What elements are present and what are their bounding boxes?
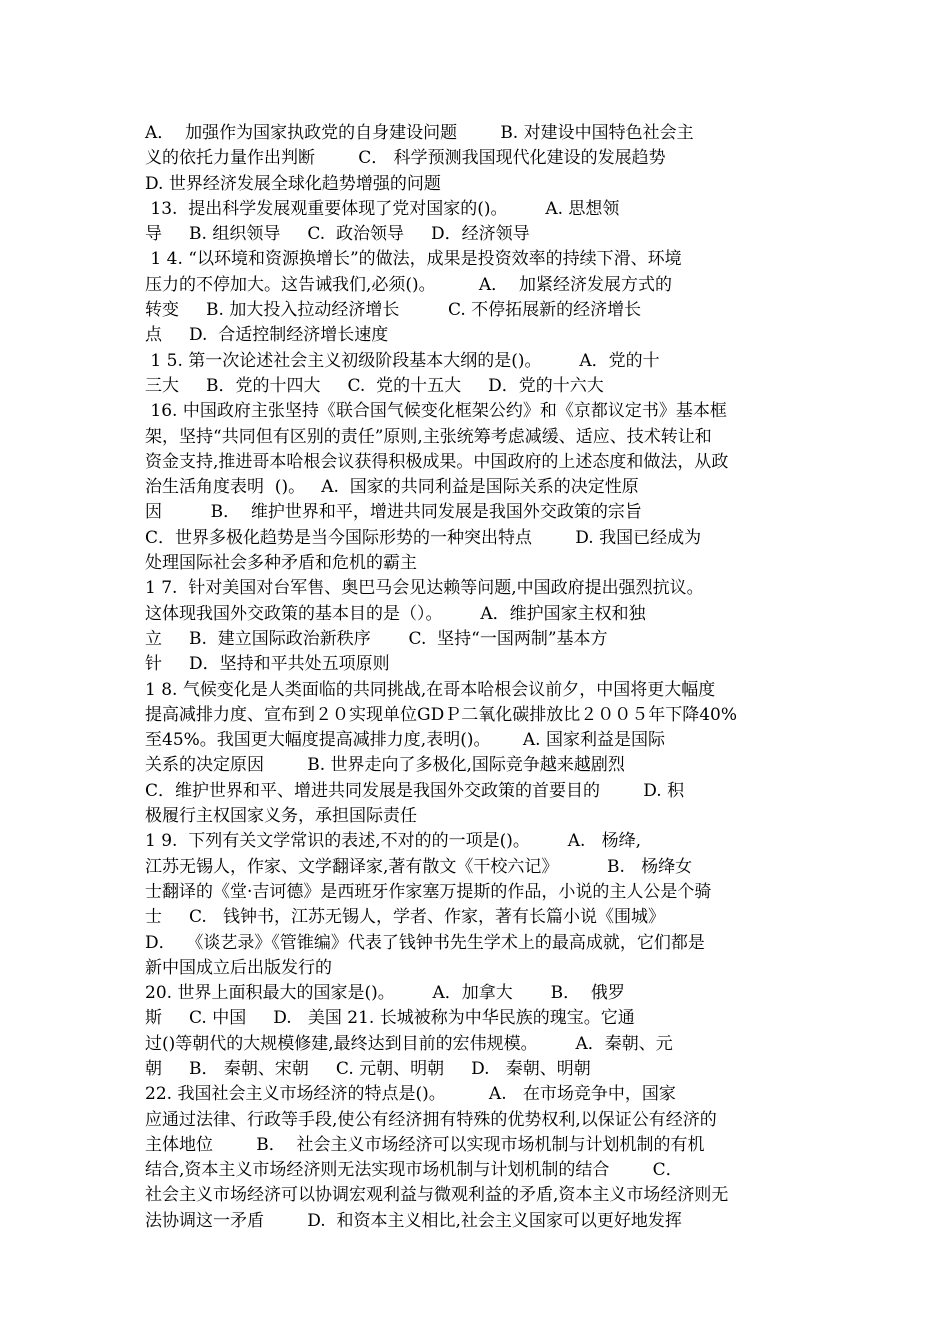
text-line: 立 B. 建立国际政治新秩序 C. 坚持“一国两制”基本方 bbox=[145, 628, 608, 649]
text-line: 13. 提出科学发展观重要体现了党对国家的()。 A. 思想领 bbox=[145, 198, 620, 219]
text-line: 提高减排力度、宣布到２０实现单位GDＰ二氧化碳排放比２００５年下降40% bbox=[145, 704, 737, 725]
text-line: 朝 B． 秦朝、宋朝 C. 元朝、明朝 D. 秦朝、明朝 bbox=[145, 1058, 591, 1079]
text-line: 士翻译的《堂·吉诃德》是西班牙作家塞万提斯的作品，小说的主人公是个骑 bbox=[145, 881, 712, 902]
text-line: 义的依托力量作出判断 C． 科学预测我国现代化建设的发展趋势 bbox=[145, 148, 666, 169]
text-line: 斯 C. 中国 D. 美国 21. 长城被称为中华民族的瑰宝。它通 bbox=[145, 1008, 635, 1029]
text-line: 主体地位 B． 社会主义市场经济可以实现市场机制与计划机制的有机 bbox=[145, 1134, 705, 1155]
text-line: 20. 世界上面积最大的国家是()。 A．加拿大 B． 俄罗 bbox=[145, 983, 625, 1004]
text-line: D． 《谈艺录》《管锥编》代表了钱钟书先生学术上的最高成就，它们都是 bbox=[145, 932, 705, 953]
text-line: 法协调这一矛盾 D. 和资本主义相比,社会主义国家可以更好地发挥 bbox=[145, 1210, 682, 1231]
text-line: 士 C. 钱钟书，江苏无锡人，学者、作家，著有长篇小说《围城》 bbox=[145, 907, 666, 928]
text-line: 压力的不停加大。这告诫我们,必须()。 A． 加紧经济发展方式的 bbox=[145, 274, 672, 295]
text-line: 16. 中国政府主张坚持《联合国气候变化框架公约》和《京都议定书》基本框 bbox=[145, 401, 727, 422]
text-line: C．维护世界和平、增进共同发展是我国外交政策的首要目的 D. 积 bbox=[145, 780, 685, 801]
text-line: 应通过法律、行政等手段,使公有经济拥有特殊的优势权利,以保证公有经济的 bbox=[145, 1109, 717, 1130]
text-line: 资金支持,推进哥本哈根会议获得积极成果。中国政府的上述态度和做法，从政 bbox=[145, 451, 729, 472]
text-line: 江苏无锡人，作家、文学翻译家,著有散文《干校六记》 B. 杨绛女 bbox=[145, 856, 693, 877]
text-line: 极履行主权国家义务，承担国际责任 bbox=[145, 806, 417, 827]
text-line: 22. 我国社会主义市场经济的特点是()。 A. 在市场竞争中，国家 bbox=[145, 1084, 676, 1105]
text-line: A． 加强作为国家执政党的自身建设问题 B. 对建设中国特色社会主 bbox=[145, 123, 694, 143]
text-line: 1 8. 气候变化是人类面临的共同挑战,在哥本哈根会议前夕，中国将更大幅度 bbox=[145, 679, 716, 700]
text-line: 点 D. 合适控制经济增长速度 bbox=[145, 325, 389, 346]
text-line: D. 世界经济发展全球化趋势增强的问题 bbox=[145, 173, 441, 194]
text-line: 1 5. 第一次论述社会主义初级阶段基本大纲的是()。 A．党的十 bbox=[145, 350, 660, 371]
text-line: 因 B． 维护世界和平，增进共同发展是我国外交政策的宗旨 bbox=[145, 502, 642, 523]
text-line: 结合,资本主义市场经济则无法实现市场机制与计划机制的结合 C． bbox=[145, 1160, 683, 1181]
question-text-block bbox=[145, 121, 810, 1234]
text-line: 治生活角度表明 ()。 A. 国家的共同利益是国际关系的决定性原 bbox=[145, 477, 639, 498]
text-line: 导 B. 组织领导 C. 政治领导 D．经济领导 bbox=[145, 224, 530, 245]
text-line: 1 9. 下列有关文学常识的表述,不对的的一项是()。 A. 杨绛, bbox=[145, 831, 642, 852]
text-line: 1 7. 针对美国对台军售、奥巴马会见达赖等问题,中国政府提出强烈抗议。 bbox=[145, 578, 704, 599]
text-line: 过()等朝代的大规模修建,最终达到目前的宏伟规模。 A．秦朝、元 bbox=[145, 1033, 673, 1054]
text-line: 处理国际社会多种矛盾和危机的霸主 bbox=[145, 553, 417, 574]
text-line: 关系的决定原因 B. 世界走向了多极化,国际竞争越来越剧烈 bbox=[145, 755, 625, 776]
text-line: 转变 B. 加大投入拉动经济增长 C. 不停拓展新的经济增长 bbox=[145, 300, 642, 321]
text-line: 至45%。我国更大幅度提高减排力度,表明()。 A. 国家利益是国际 bbox=[145, 730, 665, 751]
text-line: 1 4. “以环境和资源换增长”的做法，成果是投资效率的持续下滑、环境 bbox=[145, 249, 682, 270]
text-line: 三大 B．党的十四大 C. 党的十五大 D．党的十六大 bbox=[145, 375, 604, 396]
text-line: 这体现我国外交政策的基本目的是（）。 A．维护国家主权和独 bbox=[145, 603, 646, 624]
text-line: C．世界多极化趋势是当今国际形势的一种突出特点 D. 我国已经成为 bbox=[145, 527, 702, 548]
text-line: 架，坚持“共同但有区别的责任”原则,主张统筹考虑减缓、适应、技术转让和 bbox=[145, 426, 712, 447]
text-line: 新中国成立后出版发行的 bbox=[145, 957, 332, 978]
text-line: 社会主义市场经济可以协调宏观利益与微观利益的矛盾,资本主义市场经济则无 bbox=[145, 1185, 729, 1206]
text-line: 针 D．坚持和平共处五项原则 bbox=[145, 654, 390, 675]
